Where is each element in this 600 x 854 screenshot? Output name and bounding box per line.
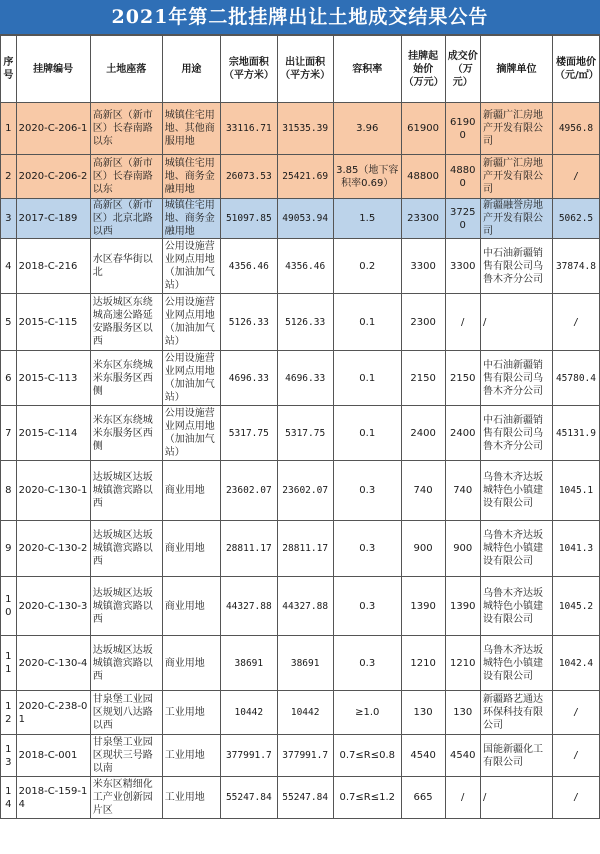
row-sold-area: 10442 bbox=[277, 691, 333, 735]
row-deal-price: 2150 bbox=[445, 351, 480, 406]
row-winner: 新疆融誉房地产开发有限公司 bbox=[480, 199, 552, 239]
row-start-price: 665 bbox=[401, 777, 445, 819]
row-winner: / bbox=[480, 294, 552, 351]
row-no: 5 bbox=[1, 294, 17, 351]
col-header-sold-area: 出让面积（平方米） bbox=[277, 36, 333, 103]
col-header-deal-price: 成交价（万元） bbox=[445, 36, 480, 103]
row-far: 0.3 bbox=[333, 521, 401, 577]
row-no: 7 bbox=[1, 406, 17, 461]
row-winner: 新疆广汇房地产开发有限公司 bbox=[480, 155, 552, 199]
row-floor-price: / bbox=[552, 735, 599, 777]
row-start-price: 2400 bbox=[401, 406, 445, 461]
row-floor-price: 5062.5 bbox=[552, 199, 599, 239]
row-far: 0.1 bbox=[333, 406, 401, 461]
row-winner: 乌鲁木齐达坂城特色小镇建设有限公司 bbox=[480, 521, 552, 577]
row-start-price: 48800 bbox=[401, 155, 445, 199]
table-row bbox=[1, 777, 600, 819]
row-floor-price: 37874.8 bbox=[552, 239, 599, 294]
row-location: 达坂城区东绕城高速公路延安路服务区以西 bbox=[90, 294, 162, 351]
row-start-price: 1390 bbox=[401, 577, 445, 636]
col-header-use: 用途 bbox=[162, 36, 220, 103]
row-winner: 新疆路艺通达环保科技有限公司 bbox=[480, 691, 552, 735]
row-deal-price: 740 bbox=[445, 461, 480, 521]
row-far: 0.3 bbox=[333, 461, 401, 521]
row-deal-price: 4540 bbox=[445, 735, 480, 777]
row-area: 38691 bbox=[221, 636, 277, 691]
row-far: 1.5 bbox=[333, 199, 401, 239]
row-location: 甘泉堡工业园区规划八达路以西 bbox=[90, 691, 162, 735]
table-row bbox=[1, 199, 600, 239]
row-floor-price: 1041.3 bbox=[552, 521, 599, 577]
row-no: 11 bbox=[1, 636, 17, 691]
row-no: 9 bbox=[1, 521, 17, 577]
row-winner: 国能新疆化工有限公司 bbox=[480, 735, 552, 777]
row-location: 米东区东绕城米东服务区西侧 bbox=[90, 351, 162, 406]
row-winner: 中石油新疆销售有限公司乌鲁木齐分公司 bbox=[480, 239, 552, 294]
row-floor-price: 45780.4 bbox=[552, 351, 599, 406]
row-deal-price: 48800 bbox=[445, 155, 480, 199]
row-use: 商业用地 bbox=[162, 577, 220, 636]
row-code: 2020-C-130-1 bbox=[16, 461, 90, 521]
table-row bbox=[1, 239, 600, 294]
row-deal-price: / bbox=[445, 777, 480, 819]
row-no: 1 bbox=[1, 103, 17, 155]
row-winner: 乌鲁木齐达坂城特色小镇建设有限公司 bbox=[480, 461, 552, 521]
row-deal-price: / bbox=[445, 294, 480, 351]
table-row bbox=[1, 577, 600, 636]
table-row bbox=[1, 155, 600, 199]
row-area: 4696.33 bbox=[221, 351, 277, 406]
row-sold-area: 25421.69 bbox=[277, 155, 333, 199]
row-far: 0.3 bbox=[333, 636, 401, 691]
row-winner: 中石油新疆销售有限公司乌鲁木齐分公司 bbox=[480, 406, 552, 461]
row-code: 2020-C-130-2 bbox=[16, 521, 90, 577]
row-start-price: 3300 bbox=[401, 239, 445, 294]
row-winner: 乌鲁木齐达坂城特色小镇建设有限公司 bbox=[480, 577, 552, 636]
row-deal-price: 1390 bbox=[445, 577, 480, 636]
row-code: 2018-C-216 bbox=[16, 239, 90, 294]
row-location: 水区春华街以北 bbox=[90, 239, 162, 294]
row-area: 55247.84 bbox=[221, 777, 277, 819]
row-location: 高新区（新市区）北京北路以西 bbox=[90, 199, 162, 239]
row-far: 3.85（地下容积率0.69） bbox=[333, 155, 401, 199]
row-area: 44327.88 bbox=[221, 577, 277, 636]
row-no: 4 bbox=[1, 239, 17, 294]
table-row bbox=[1, 691, 600, 735]
row-start-price: 4540 bbox=[401, 735, 445, 777]
table-header-row bbox=[1, 36, 600, 103]
row-start-price: 1210 bbox=[401, 636, 445, 691]
row-deal-price: 3300 bbox=[445, 239, 480, 294]
row-deal-price: 2400 bbox=[445, 406, 480, 461]
row-use: 公用设施营业网点用地（加油加气站） bbox=[162, 406, 220, 461]
row-winner: / bbox=[480, 777, 552, 819]
row-no: 13 bbox=[1, 735, 17, 777]
row-sold-area: 5126.33 bbox=[277, 294, 333, 351]
row-floor-price: 1042.4 bbox=[552, 636, 599, 691]
row-winner: 中石油新疆销售有限公司乌鲁木齐分公司 bbox=[480, 351, 552, 406]
row-location: 米东区精细化工产业创新园片区 bbox=[90, 777, 162, 819]
row-location: 高新区（新市区）长春南路以东 bbox=[90, 155, 162, 199]
table-row bbox=[1, 636, 600, 691]
row-use: 工业用地 bbox=[162, 735, 220, 777]
row-area: 10442 bbox=[221, 691, 277, 735]
row-sold-area: 377991.7 bbox=[277, 735, 333, 777]
page-title: 2021年第二批挂牌出让土地成交结果公告 bbox=[0, 0, 600, 35]
row-floor-price: 1045.1 bbox=[552, 461, 599, 521]
row-code: 2015-C-114 bbox=[16, 406, 90, 461]
row-area: 51097.85 bbox=[221, 199, 277, 239]
row-sold-area: 5317.75 bbox=[277, 406, 333, 461]
row-code: 2020-C-130-4 bbox=[16, 636, 90, 691]
row-area: 26073.53 bbox=[221, 155, 277, 199]
row-start-price: 2150 bbox=[401, 351, 445, 406]
row-floor-price: / bbox=[552, 691, 599, 735]
row-start-price: 2300 bbox=[401, 294, 445, 351]
row-use: 公用设施营业网点用地（加油加气站） bbox=[162, 239, 220, 294]
row-location: 达坂城区达坂城镇澹宾路以西 bbox=[90, 577, 162, 636]
row-code: 2015-C-115 bbox=[16, 294, 90, 351]
row-deal-price: 61900 bbox=[445, 103, 480, 155]
row-far: 3.96 bbox=[333, 103, 401, 155]
table-row bbox=[1, 461, 600, 521]
row-no: 8 bbox=[1, 461, 17, 521]
table-row bbox=[1, 351, 600, 406]
row-sold-area: 28811.17 bbox=[277, 521, 333, 577]
row-use: 城镇住宅用地、商务金融用地 bbox=[162, 199, 220, 239]
results-table bbox=[0, 35, 600, 819]
row-use: 工业用地 bbox=[162, 691, 220, 735]
row-far: 0.7≤R≤0.8 bbox=[333, 735, 401, 777]
row-deal-price: 1210 bbox=[445, 636, 480, 691]
row-location: 达坂城区达坂城镇澹宾路以西 bbox=[90, 521, 162, 577]
row-far: 0.7≤R≤1.2 bbox=[333, 777, 401, 819]
col-header-winner: 摘牌单位 bbox=[480, 36, 552, 103]
row-no: 14 bbox=[1, 777, 17, 819]
row-location: 达坂城区达坂城镇澹宾路以西 bbox=[90, 636, 162, 691]
row-code: 2020-C-206-1 bbox=[16, 103, 90, 155]
row-sold-area: 44327.88 bbox=[277, 577, 333, 636]
row-far: 0.3 bbox=[333, 577, 401, 636]
row-sold-area: 31535.39 bbox=[277, 103, 333, 155]
row-location: 甘泉堡工业园区现状三号路以南 bbox=[90, 735, 162, 777]
row-area: 4356.46 bbox=[221, 239, 277, 294]
row-floor-price: / bbox=[552, 777, 599, 819]
row-no: 10 bbox=[1, 577, 17, 636]
row-no: 2 bbox=[1, 155, 17, 199]
col-header-code: 挂牌编号 bbox=[16, 36, 90, 103]
row-area: 28811.17 bbox=[221, 521, 277, 577]
row-floor-price: / bbox=[552, 294, 599, 351]
row-code: 2020-C-130-3 bbox=[16, 577, 90, 636]
row-sold-area: 23602.07 bbox=[277, 461, 333, 521]
row-sold-area: 55247.84 bbox=[277, 777, 333, 819]
table-row bbox=[1, 521, 600, 577]
col-header-no: 序号 bbox=[1, 36, 17, 103]
table-row bbox=[1, 735, 600, 777]
row-sold-area: 4356.46 bbox=[277, 239, 333, 294]
row-far: ≥1.0 bbox=[333, 691, 401, 735]
row-no: 6 bbox=[1, 351, 17, 406]
table-row bbox=[1, 406, 600, 461]
row-floor-price: / bbox=[552, 155, 599, 199]
row-use: 商业用地 bbox=[162, 521, 220, 577]
row-no: 12 bbox=[1, 691, 17, 735]
row-area: 5126.33 bbox=[221, 294, 277, 351]
row-use: 商业用地 bbox=[162, 636, 220, 691]
col-header-floor-price: 楼面地价（元/㎡） bbox=[552, 36, 599, 103]
row-floor-price: 4956.8 bbox=[552, 103, 599, 155]
row-code: 2018-C-001 bbox=[16, 735, 90, 777]
row-area: 377991.7 bbox=[221, 735, 277, 777]
row-code: 2020-C-206-2 bbox=[16, 155, 90, 199]
table-row bbox=[1, 294, 600, 351]
row-sold-area: 49053.94 bbox=[277, 199, 333, 239]
row-use: 公用设施营业网点用地（加油加气站） bbox=[162, 294, 220, 351]
col-header-start-price: 挂牌起始价（万元） bbox=[401, 36, 445, 103]
row-deal-price: 130 bbox=[445, 691, 480, 735]
row-start-price: 900 bbox=[401, 521, 445, 577]
row-floor-price: 45131.9 bbox=[552, 406, 599, 461]
row-no: 3 bbox=[1, 199, 17, 239]
row-winner: 乌鲁木齐达坂城特色小镇建设有限公司 bbox=[480, 636, 552, 691]
row-far: 0.1 bbox=[333, 294, 401, 351]
row-sold-area: 4696.33 bbox=[277, 351, 333, 406]
row-far: 0.2 bbox=[333, 239, 401, 294]
row-start-price: 61900 bbox=[401, 103, 445, 155]
row-far: 0.1 bbox=[333, 351, 401, 406]
row-deal-price: 37250 bbox=[445, 199, 480, 239]
row-use: 城镇住宅用地、其他商服用地 bbox=[162, 103, 220, 155]
row-location: 高新区（新市区）长春南路以东 bbox=[90, 103, 162, 155]
col-header-location: 土地座落 bbox=[90, 36, 162, 103]
row-use: 公用设施营业网点用地（加油加气站） bbox=[162, 351, 220, 406]
row-code: 2017-C-189 bbox=[16, 199, 90, 239]
row-start-price: 23300 bbox=[401, 199, 445, 239]
col-header-area: 宗地面积（平方米） bbox=[221, 36, 277, 103]
row-area: 33116.71 bbox=[221, 103, 277, 155]
row-start-price: 130 bbox=[401, 691, 445, 735]
table-row bbox=[1, 103, 600, 155]
row-use: 工业用地 bbox=[162, 777, 220, 819]
row-use: 商业用地 bbox=[162, 461, 220, 521]
row-winner: 新疆广汇房地产开发有限公司 bbox=[480, 103, 552, 155]
row-code: 2018-C-159-14 bbox=[16, 777, 90, 819]
row-code: 2015-C-113 bbox=[16, 351, 90, 406]
row-deal-price: 900 bbox=[445, 521, 480, 577]
row-location: 米东区东绕城米东服务区西侧 bbox=[90, 406, 162, 461]
row-floor-price: 1045.2 bbox=[552, 577, 599, 636]
row-start-price: 740 bbox=[401, 461, 445, 521]
row-location: 达坂城区达坂城镇澹宾路以西 bbox=[90, 461, 162, 521]
row-code: 2020-C-238-01 bbox=[16, 691, 90, 735]
row-use: 城镇住宅用地、商务金融用地 bbox=[162, 155, 220, 199]
row-sold-area: 38691 bbox=[277, 636, 333, 691]
col-header-far: 容积率 bbox=[333, 36, 401, 103]
row-area: 5317.75 bbox=[221, 406, 277, 461]
row-area: 23602.07 bbox=[221, 461, 277, 521]
